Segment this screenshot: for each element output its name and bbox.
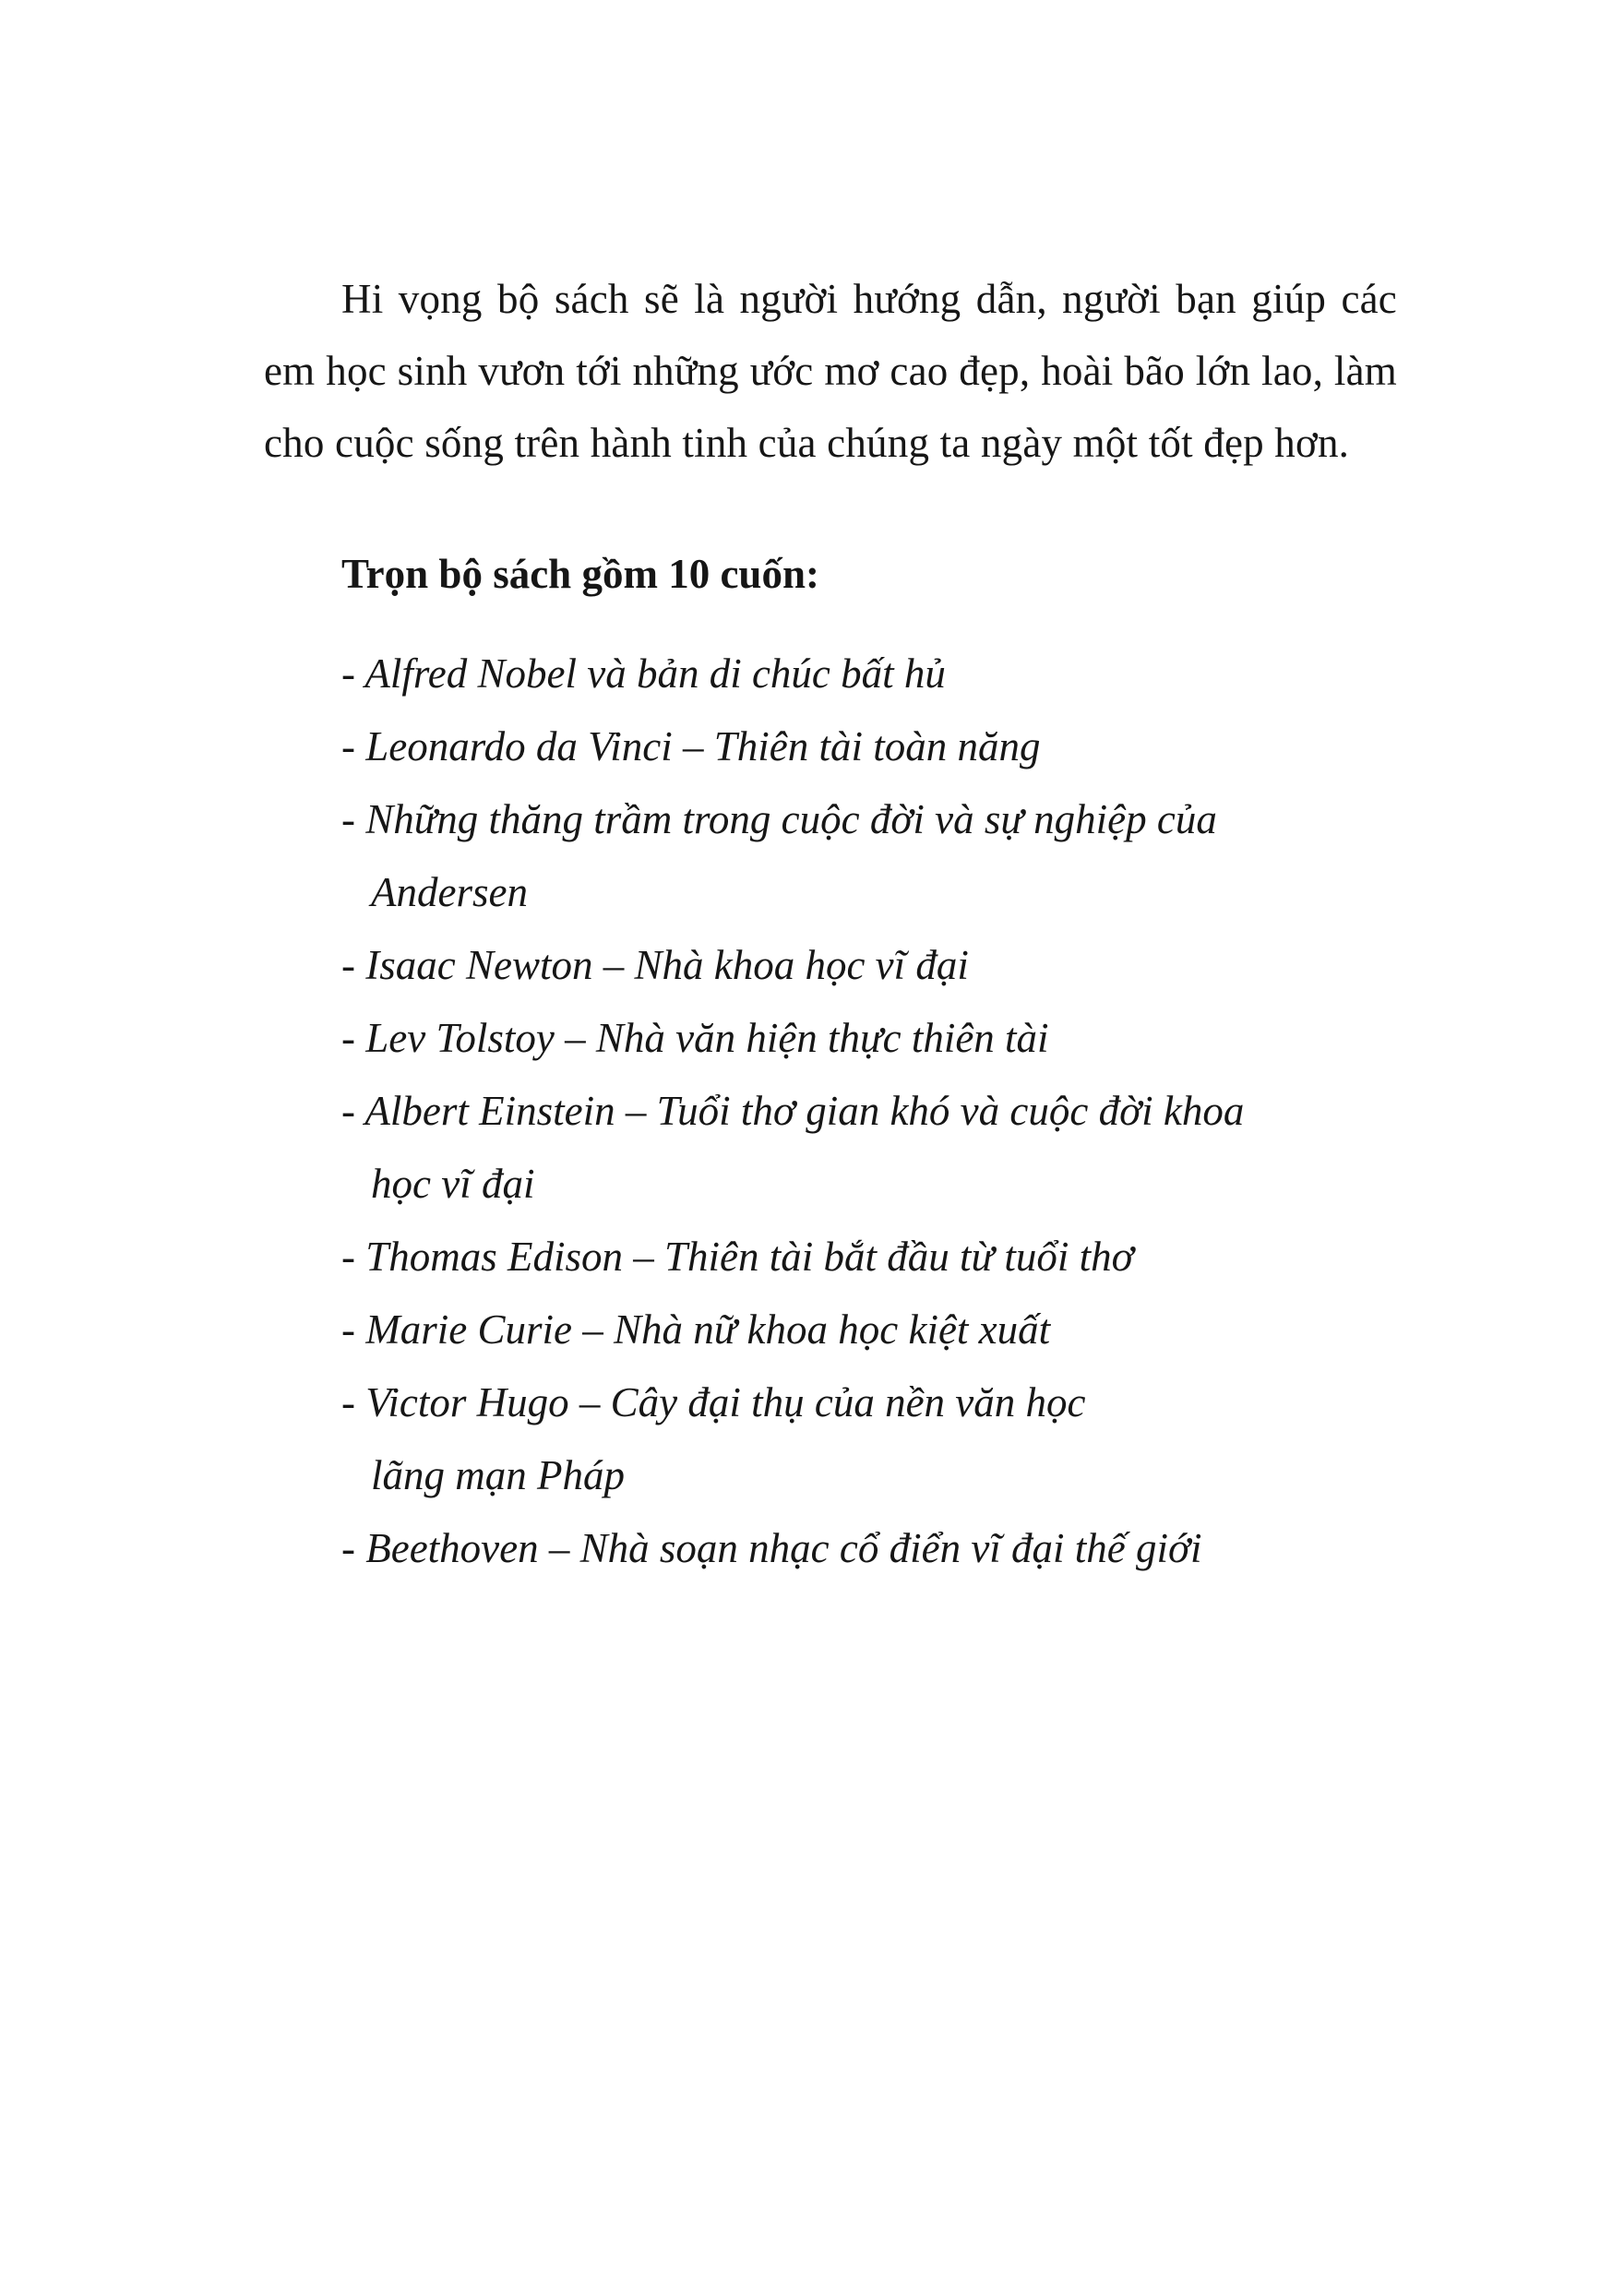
book-list-line: - Alfred Nobel và bản di chúc bất hủ — [341, 650, 946, 697]
book-list-line: - Isaac Newton – Nhà khoa học vĩ đại — [341, 942, 969, 988]
intro-paragraph: Hi vọng bộ sách sẽ là người hướng dẫn, người bạn giúp các em học sinh vươn tới những ước mơ cao đẹp, hoài bão lớn lao, làm cho cuộc sống trên hành tinh của chúng ta ngày một tốt đẹp hơn. — [264, 276, 1397, 466]
book-list — [341, 638, 1397, 1585]
book-list-line: - Victor Hugo – Cây đại thụ của nền văn học — [341, 1379, 1086, 1425]
book-list-line: - Những thăng trầm trong cuộc đời và sự nghiệp của — [341, 796, 1217, 842]
book-list-line: - Albert Einstein – Tuổi thơ gian khó và cuộc đời khoa — [341, 1088, 1245, 1134]
book-list-line: - Thomas Edison – Thiên tài bắt đầu từ tuổi thơ — [341, 1234, 1134, 1280]
book-list-line: - Marie Curie – Nhà nữ khoa học kiệt xuất — [341, 1306, 1051, 1353]
page-content — [264, 221, 1397, 1585]
book-list-line: - Beethoven – Nhà soạn nhạc cổ điển vĩ đại thế giới — [341, 1525, 1202, 1571]
book-list-heading: Trọn bộ sách gồm 10 cuốn: — [341, 551, 819, 597]
book-list-line-continuation: lãng mạn Pháp — [371, 1452, 625, 1498]
book-list-line: - Leonardo da Vinci – Thiên tài toàn năng — [341, 723, 1041, 769]
book-list-line-continuation: học vĩ đại — [371, 1161, 535, 1207]
book-list-line: - Lev Tolstoy – Nhà văn hiện thực thiên tài — [341, 1015, 1049, 1061]
book-list-line-continuation: Andersen — [371, 869, 528, 915]
